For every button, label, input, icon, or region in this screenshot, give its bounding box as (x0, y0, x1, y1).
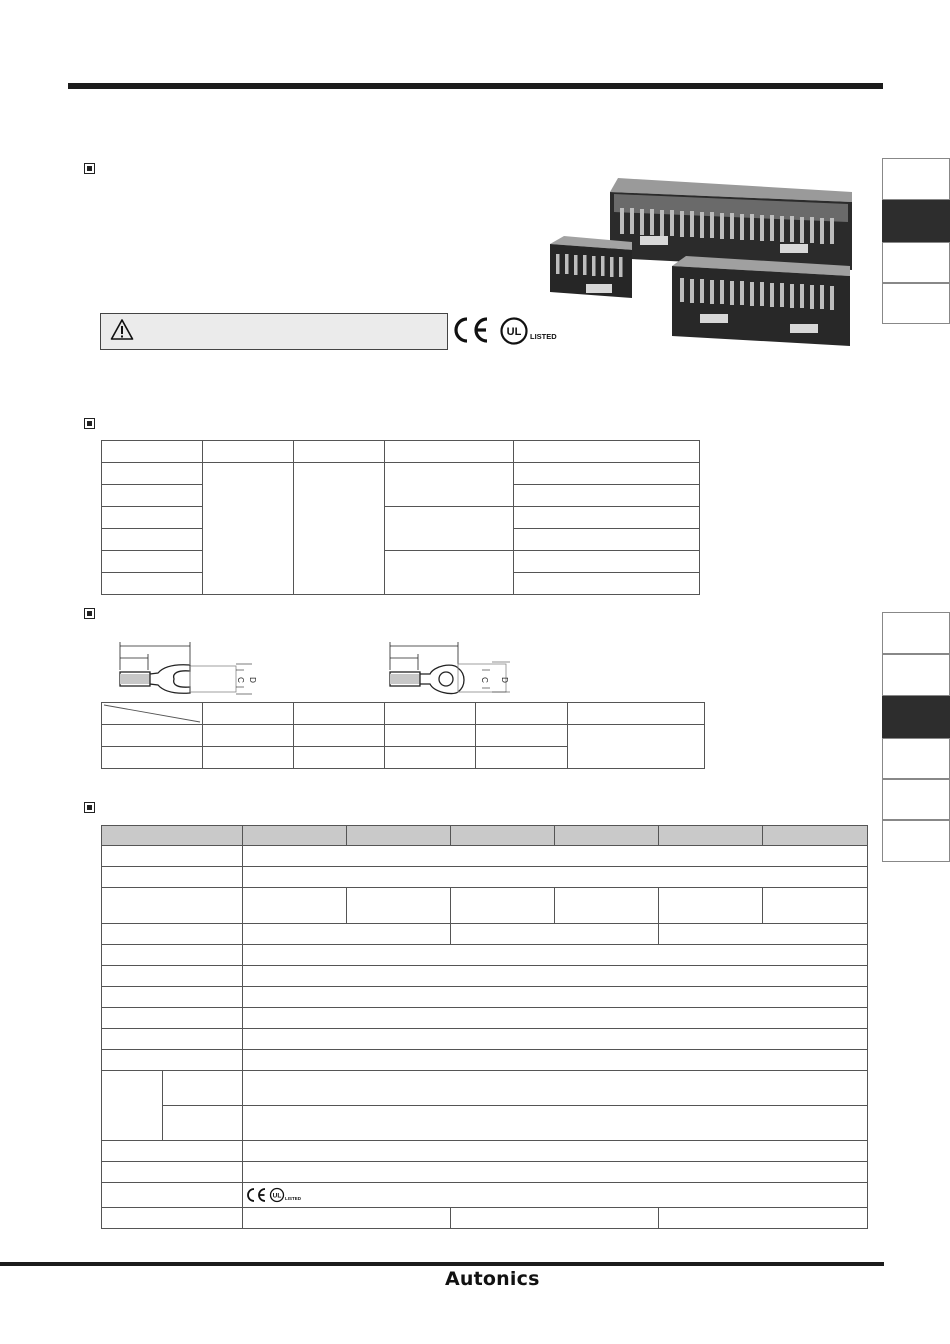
table-row (102, 1106, 868, 1141)
brand-logo: Autonics (445, 1268, 540, 1290)
side-tab[interactable] (882, 779, 950, 820)
side-tab[interactable] (882, 654, 950, 696)
square-bullet-icon (84, 163, 95, 174)
table-row (102, 463, 700, 485)
terminal-spec-table (101, 702, 705, 769)
table-row (102, 1208, 868, 1229)
product-photo (540, 170, 860, 348)
diagonal-line (102, 703, 202, 724)
table-row (102, 703, 705, 725)
diagonal-header-cell (102, 703, 203, 725)
side-tab[interactable] (882, 158, 950, 200)
terminal-block-medium (672, 256, 850, 346)
table-row (102, 1071, 868, 1106)
ul-listed-text: LISTED (530, 332, 557, 341)
table-row (102, 867, 868, 888)
table-row (102, 1050, 868, 1071)
side-tab[interactable] (882, 820, 950, 862)
ring-terminal-diagram (382, 640, 532, 696)
specifications-table (101, 825, 868, 1229)
square-bullet-icon (84, 418, 95, 429)
ce-mark-icon (452, 315, 492, 345)
ordering-table (101, 440, 700, 595)
side-tab[interactable] (882, 242, 950, 283)
table-row (102, 1029, 868, 1050)
side-tab[interactable] (882, 283, 950, 324)
dimension-d-label: D (248, 677, 257, 683)
table-row (102, 551, 700, 573)
warning-box (100, 313, 448, 350)
table-row (102, 888, 868, 924)
side-tab-active[interactable] (882, 696, 950, 738)
table-header-row (102, 826, 868, 846)
dimension-d-label: D (500, 677, 509, 683)
side-tab[interactable] (882, 612, 950, 654)
ce-mark (452, 315, 492, 350)
table-row (102, 987, 868, 1008)
fork-terminal-diagram (112, 640, 262, 696)
table-row (102, 1008, 868, 1029)
approval-listed-text: LISTED (285, 1196, 302, 1201)
ul-text: UL (506, 326, 522, 338)
table-row (102, 1183, 868, 1208)
dimension-c-label: C (236, 677, 245, 683)
dimension-c-label: C (480, 677, 489, 683)
approval-ul-text: UL (272, 1192, 282, 1200)
side-tab[interactable] (882, 738, 950, 779)
square-bullet-icon (84, 608, 95, 619)
table-row (102, 1141, 868, 1162)
table-row (102, 924, 868, 945)
warning-triangle-icon (110, 318, 134, 342)
table-row (102, 507, 700, 529)
terminal-block-small (550, 236, 632, 298)
side-tab-active[interactable] (882, 200, 950, 242)
terminal-block-large (610, 178, 852, 270)
table-row (102, 725, 705, 747)
top-rule (68, 83, 883, 89)
table-row (102, 1162, 868, 1183)
square-bullet-icon (84, 802, 95, 813)
approval-marks (245, 1186, 307, 1204)
table-row (102, 846, 868, 867)
table-row (102, 966, 868, 987)
table-row (102, 945, 868, 966)
bottom-rule (0, 1262, 884, 1266)
table-row (102, 441, 700, 463)
approval-cell (243, 1183, 868, 1208)
